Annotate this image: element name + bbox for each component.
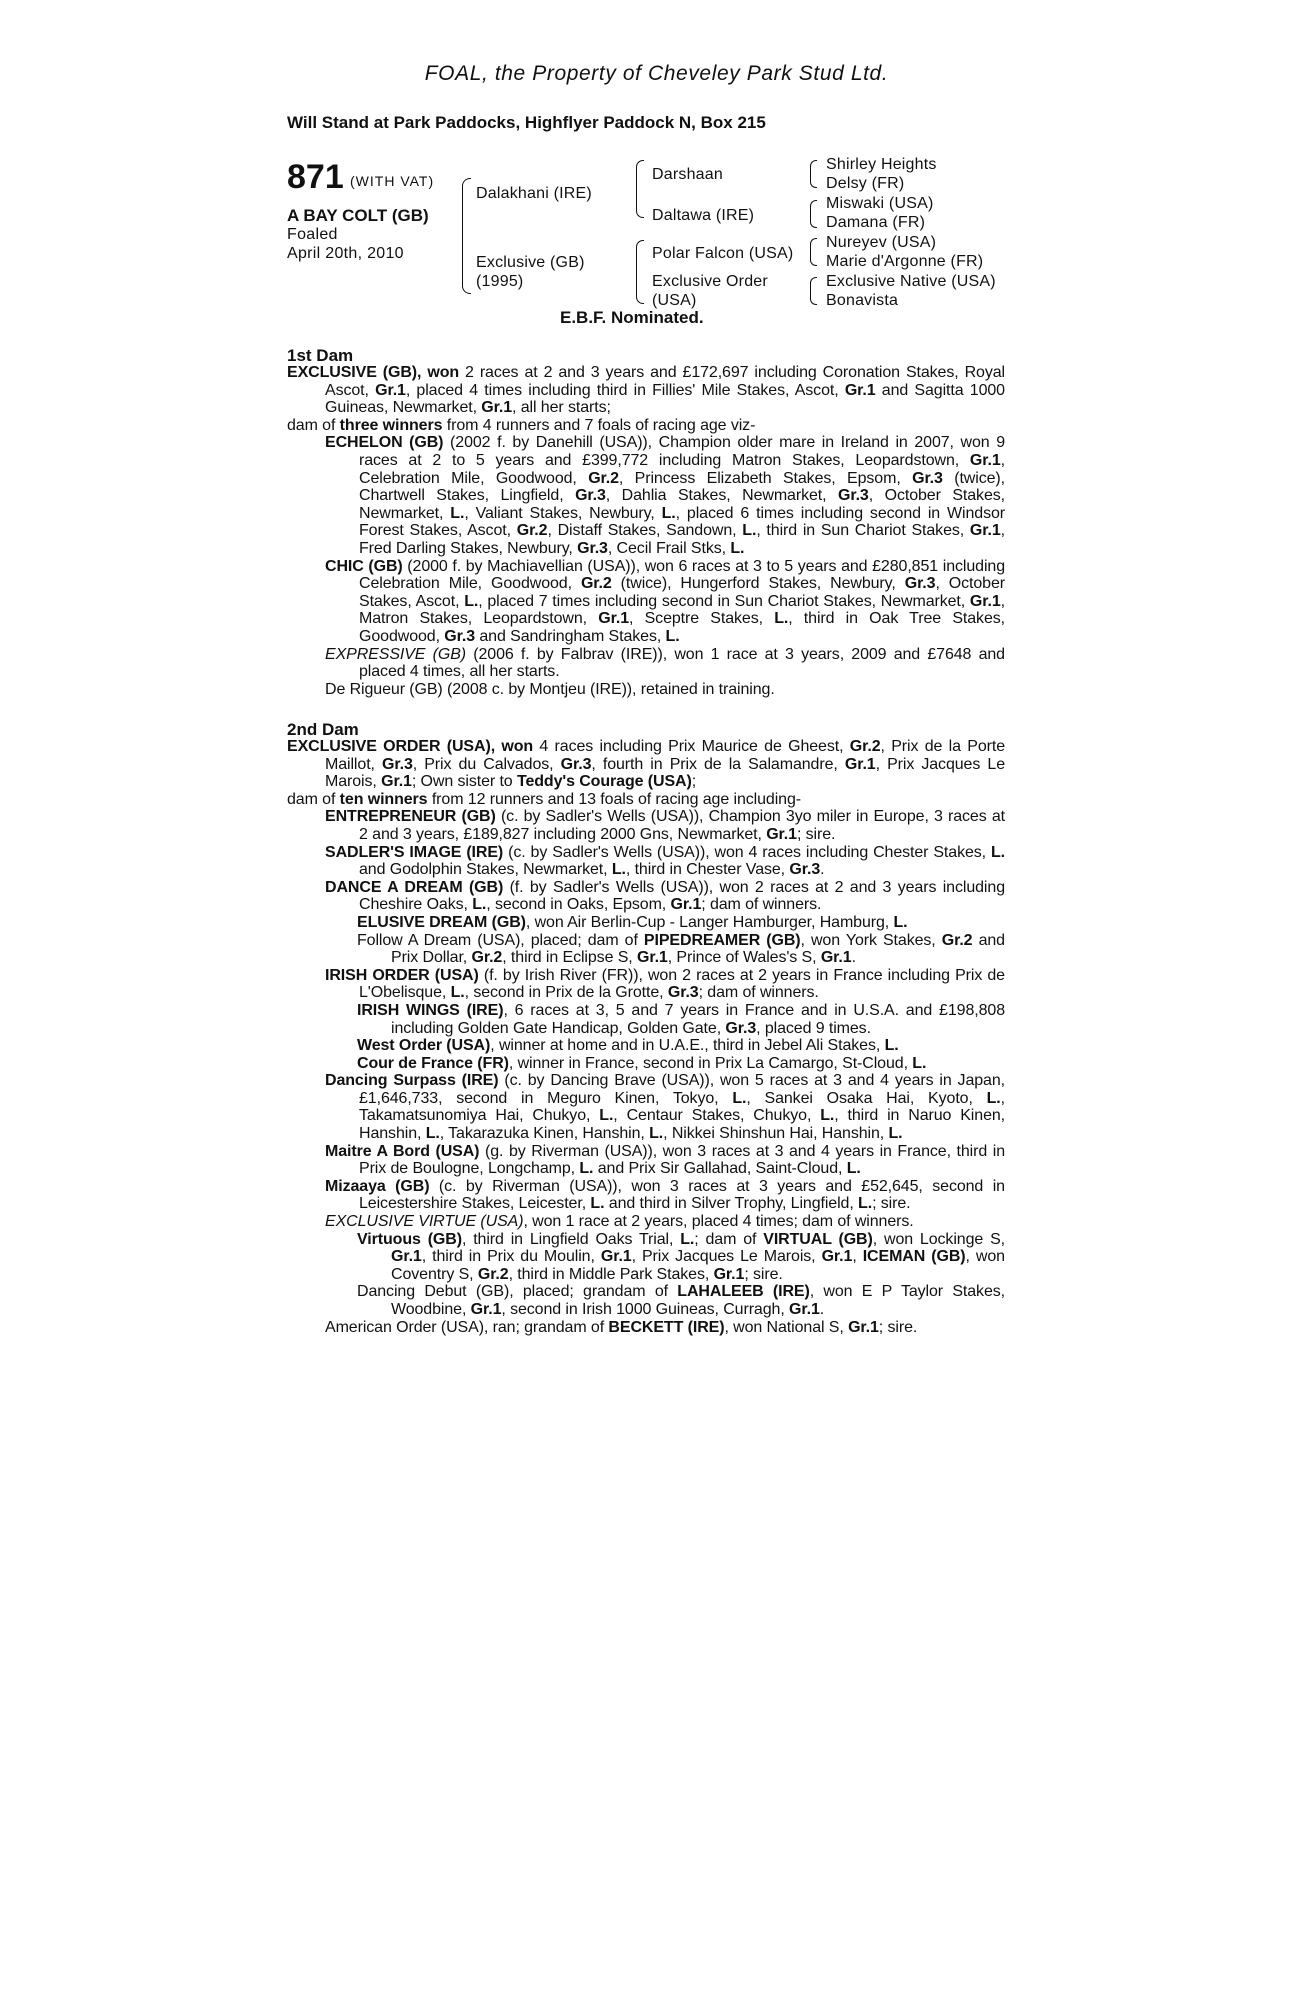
lot-vat-note: (WITH VAT) [350, 173, 435, 189]
pedigree-brace-g3 [810, 238, 817, 266]
progeny-dancing-debut: Dancing Debut (GB), placed; grandam of LAHALEEB (IRE), won E P Taylor Stakes, Woodbine, Gr.1, second in Irish 1000 Guineas, Curragh, Gr.1. [357, 1283, 1005, 1318]
foaled-date: April 20th, 2010 [287, 245, 404, 262]
pedigree-dam-dam: Exclusive Order [652, 273, 768, 290]
second-dam-text [287, 738, 1005, 1336]
catalogue-header: FOAL, the Property of Cheveley Park Stud Ltd. [424, 62, 889, 85]
second-dam-heading: 2nd Dam [287, 720, 359, 739]
progeny-dancing-surpass: Dancing Surpass (IRE) (c. by Dancing Brave (USA)), won 5 races at 3 and 4 years in Japan, £1,646,733, second in Meguro Kinen, Tokyo, L., Sankei Osaka Hai, Kyoto, L., Takamatsunomiya Hai, Chukyo, L., Centaur Stakes, Chukyo, L., third in Naruo Kinen, Hanshin, L., Takarazuka Kinen, Hanshin, L., Nikkei Shinshun Hai, Hanshin, L. [325, 1072, 1006, 1143]
first-dam-summary: dam of three winners from 4 runners and 7 foals of racing age viz- [287, 416, 756, 434]
lot-number: 871 [287, 158, 344, 196]
progeny-irish-order: IRISH ORDER (USA) (f. by Irish River (FR)), won 2 races at 2 years in France including Prix de L'Obelisque, L., second in Prix de la Grotte, Gr.3; dam of winners. [325, 966, 1005, 1002]
pedigree-g1: Shirley Heights [826, 156, 937, 173]
pedigree-g7: Exclusive Native (USA) [826, 273, 996, 290]
first-dam-heading: 1st Dam [287, 346, 354, 365]
second-dam-paragraph: EXCLUSIVE ORDER (USA), won 4 races including Prix Maurice de Gheest, Gr.2, Prix de la Porte Maillot, Gr.3, Prix du Calvados, Gr.3, fourth in Prix de la Salamandre, Gr.1, Prix Jacques Le Marois, Gr.1; Own sister to Teddy's Courage (USA); [287, 738, 1005, 791]
pedigree-g2: Delsy (FR) [826, 175, 905, 192]
progeny-de-rigueur: De Rigueur (GB) (2008 c. by Montjeu (IRE)), retained in training. [325, 680, 775, 698]
progeny-entrepreneur: ENTREPRENEUR (GB) (c. by Sadler's Wells (USA)), Champion 3yo miler in Europe, 3 races at 2 and 3 years, £189,827 including 2000 Gns, Newmarket, Gr.1; sire. [325, 808, 1005, 843]
pedigree-sire-dam: Daltawa (IRE) [652, 207, 755, 224]
progeny-american-order: American Order (USA), ran; grandam of BECKETT (IRE), won National S, Gr.1; sire. [325, 1318, 918, 1336]
pedigree-dam: Exclusive (GB) [476, 254, 585, 271]
horse-name: A BAY COLT (GB) [287, 206, 429, 225]
pedigree-brace-g1 [810, 160, 817, 188]
progeny-cour-de-france: Cour de France (FR), winner in France, second in Prix La Camargo, St-Cloud, L. [357, 1054, 927, 1072]
progeny-elusive-dream: ELUSIVE DREAM (GB), won Air Berlin-Cup - Langer Hamburger, Hamburg, L. [357, 913, 908, 931]
progeny-exclusive-virtue: EXCLUSIVE VIRTUE (USA), won 1 race at 2 years, placed 4 times; dam of winners. [325, 1213, 914, 1231]
progeny-west-order: West Order (USA), winner at home and in U.A.E., third in Jebel Ali Stakes, L. [357, 1037, 899, 1055]
progeny-dance-a-dream: DANCE A DREAM (GB) (f. by Sadler's Wells (USA)), won 2 races at 2 and 3 years including Cheshire Oaks, L., second in Oaks, Epsom, Gr.1; dam of winners. [325, 878, 1005, 914]
pedigree-g6: Marie d'Argonne (FR) [826, 253, 984, 270]
ebf-nomination: E.B.F. Nominated. [560, 308, 704, 327]
pedigree-sire-sire: Darshaan [652, 166, 723, 183]
progeny-sadlers-image: SADLER'S IMAGE (IRE) (c. by Sadler's Wells (USA)), won 4 races including Chester Stakes, L. and Godolphin Stakes, Newmarket, L., third in Chester Vase, Gr.3. [325, 843, 1005, 879]
second-dam-summary: dam of ten winners from 12 runners and 13 foals of racing age including- [287, 790, 801, 808]
progeny-maitre-a-bord: Maitre A Bord (USA) (g. by Riverman (USA)), won 3 races at 3 and 4 years in France, third in Prix de Boulogne, Longchamp, L. and Prix Sir Gallahad, Saint-Cloud, L. [325, 1142, 1005, 1178]
first-dam-paragraph: EXCLUSIVE (GB), won 2 races at 2 and 3 years and £172,697 including Coronation Stakes, Royal Ascot, Gr.1, placed 4 times including third in Fillies' Mile Stakes, Ascot, Gr.1 and Sagitta 1000 Guineas, Newmarket, Gr.1, all her starts; [287, 364, 1005, 417]
first-dam-text [287, 364, 1005, 698]
pedigree-g4: Damana (FR) [826, 214, 926, 231]
pedigree-sire: Dalakhani (IRE) [476, 185, 592, 202]
pedigree-brace-main [462, 178, 471, 294]
pedigree-brace-sire [636, 160, 644, 218]
stand-location: Will Stand at Park Paddocks, Highflyer Paddock N, Box 215 [287, 113, 766, 132]
progeny-irish-wings: IRISH WINGS (IRE), 6 races at 3, 5 and 7 years in France and in U.S.A. and £198,808 including Golden Gate Handicap, Golden Gate, Gr.3, placed 9 times. [357, 1001, 1005, 1037]
progeny-virtuous: Virtuous (GB), third in Lingfield Oaks Trial, L.; dam of VIRTUAL (GB), won Lockinge S, Gr.1, third in Prix du Moulin, Gr.1, Prix Jacques Le Marois, Gr.1, ICEMAN (GB), won Coventry S, Gr.2, third in Middle Park Stakes, Gr.1; sire. [357, 1230, 1005, 1283]
pedigree-g8: Bonavista [826, 292, 899, 309]
foaled-label: Foaled [287, 226, 338, 243]
pedigree-brace-dam [636, 240, 644, 304]
pedigree-dam-year: (1995) [476, 273, 524, 290]
pedigree-brace-g2 [810, 200, 817, 228]
pedigree-g5: Nureyev (USA) [826, 234, 937, 251]
pedigree-g3: Miswaki (USA) [826, 195, 934, 212]
pedigree-brace-g4 [810, 277, 817, 305]
progeny-chic: CHIC (GB) (2000 f. by Machiavellian (USA)), won 6 races at 3 to 5 years and £280,851 including Celebration Mile, Goodwood, Gr.2 (twice), Hungerford Stakes, Newbury, Gr.3, October Stakes, Ascot, L., placed 7 times including second in Sun Chariot Stakes, Newmarket, Gr.1, Matron Stakes, Leopardstown, Gr.1, Sceptre Stakes, L., third in Oak Tree Stakes, Goodwood, Gr.3 and Sandringham Stakes, L. [325, 557, 1006, 645]
progeny-expressive: EXPRESSIVE (GB) (2006 f. by Falbrav (IRE)), won 1 race at 3 years, 2009 and £7648 and placed 4 times, all her starts. [325, 645, 1005, 681]
progeny-mizaaya: Mizaaya (GB) (c. by Riverman (USA)), won 3 races at 3 years and £52,645, second in Leicestershire Stakes, Leicester, L. and third in Silver Trophy, Lingfield, L.; sire. [325, 1177, 1005, 1213]
progeny-follow-a-dream: Follow A Dream (USA), placed; dam of PIPEDREAMER (GB), won York Stakes, Gr.2 and Prix Dollar, Gr.2, third in Eclipse S, Gr.1, Prince of Wales's S, Gr.1. [357, 931, 1005, 967]
pedigree-dam-dam-country: (USA) [652, 292, 697, 309]
pedigree-dam-sire: Polar Falcon (USA) [652, 245, 794, 262]
progeny-echelon: ECHELON (GB) (2002 f. by Danehill (USA)), Champion older mare in Ireland in 2007, won 9 races at 2 to 5 years and £399,772 including Matron Stakes, Leopardstown, Gr.1, Celebration Mile, Goodwood, Gr.2, Princess Elizabeth Stakes, Epsom, Gr.3 (twice), Chartwell Stakes, Lingfield, Gr.3, Dahlia Stakes, Newmarket, Gr.3, October Stakes, Newmarket, L., Valiant Stakes, Newbury, L., placed 6 times including second in Windsor Forest Stakes, Ascot, Gr.2, Distaff Stakes, Sandown, L., third in Sun Chariot Stakes, Gr.1, Fred Darling Stakes, Newbury, Gr.3, Cecil Frail Stks, L. [325, 434, 1005, 557]
